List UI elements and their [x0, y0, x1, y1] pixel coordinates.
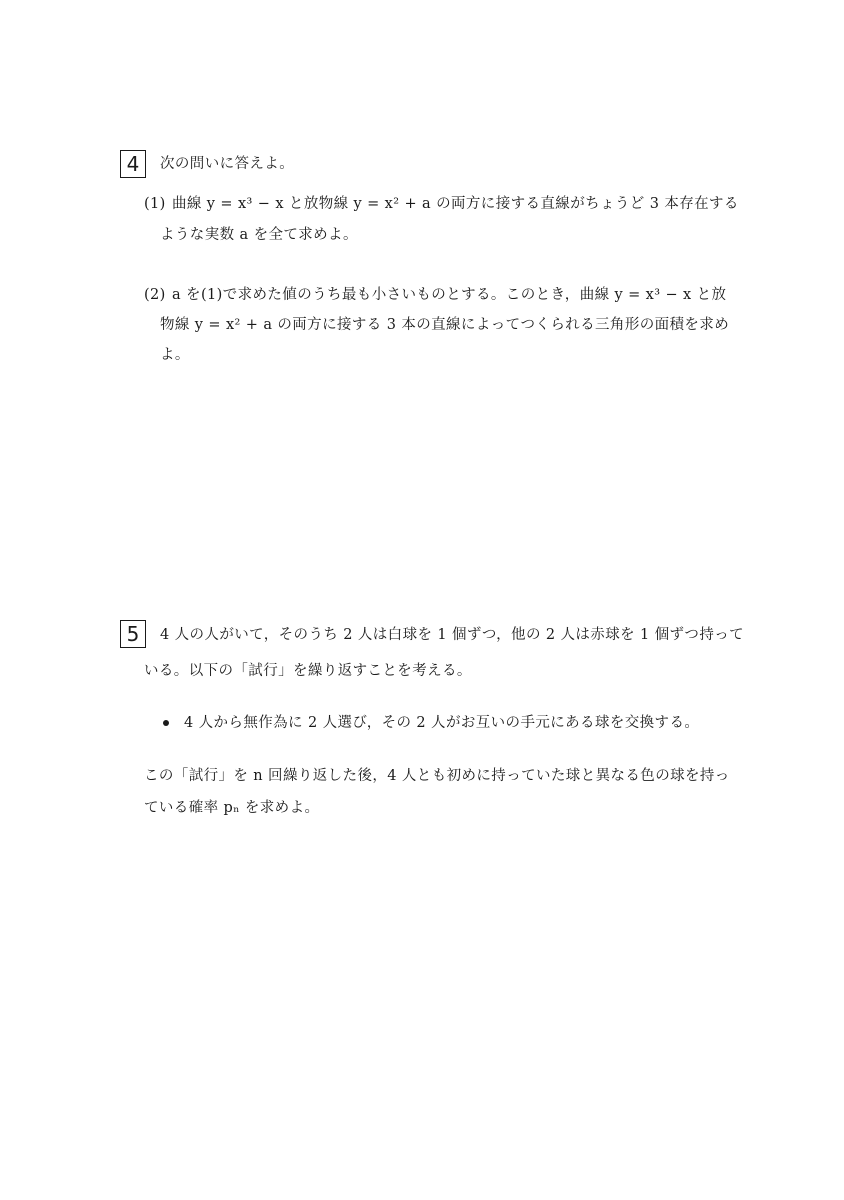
problem-4-part2-line2: 物線 y = x² + a の両方に接する 3 本の直線によってつくられる三角形の面積を求め — [160, 317, 730, 333]
problem-4-number-box — [120, 150, 146, 178]
problem-4-number: 4 — [126, 152, 140, 176]
problem-5-number: 5 — [126, 622, 140, 646]
problem-4-part1-label: (1) — [144, 196, 166, 212]
problem-4-part2-line1: a を(1)で求めた値のうち最も小さいものとする。このとき，曲線 y = x³ − x と放 — [172, 287, 727, 303]
problem-4-part1-line2: ような実数 a を全て求めよ。 — [160, 227, 358, 243]
problem-5-line3: この「試行」を n 回繰り返した後，4 人とも初めに持っていた球と異なる色の球を持っ — [144, 768, 730, 784]
bullet-dot — [163, 720, 169, 726]
problem-5-line4: ている確率 pₙ を求めよ。 — [144, 800, 320, 816]
problem-5-line1: 4 人の人がいて，そのうち 2 人は白球を 1 個ずつ，他の 2 人は赤球を 1 個ずつ持って — [160, 627, 745, 643]
problem-4-part2-label: (2) — [144, 287, 166, 303]
problem-4-part1-line1: 曲線 y = x³ − x と放物線 y = x² + a の両方に接する直線がちょうど 3 本存在する — [172, 196, 739, 212]
problem-5-line2: いる。以下の「試行」を繰り返すことを考える。 — [144, 663, 472, 679]
problem-4-part2-line3: よ。 — [160, 347, 190, 363]
problem-5-bullet-text: 4 人から無作為に 2 人選び，その 2 人がお互いの手元にある球を交換する。 — [184, 715, 700, 731]
problem-4-intro: 次の問いに答えよ。 — [160, 156, 295, 172]
problem-5-number-box — [120, 620, 146, 648]
